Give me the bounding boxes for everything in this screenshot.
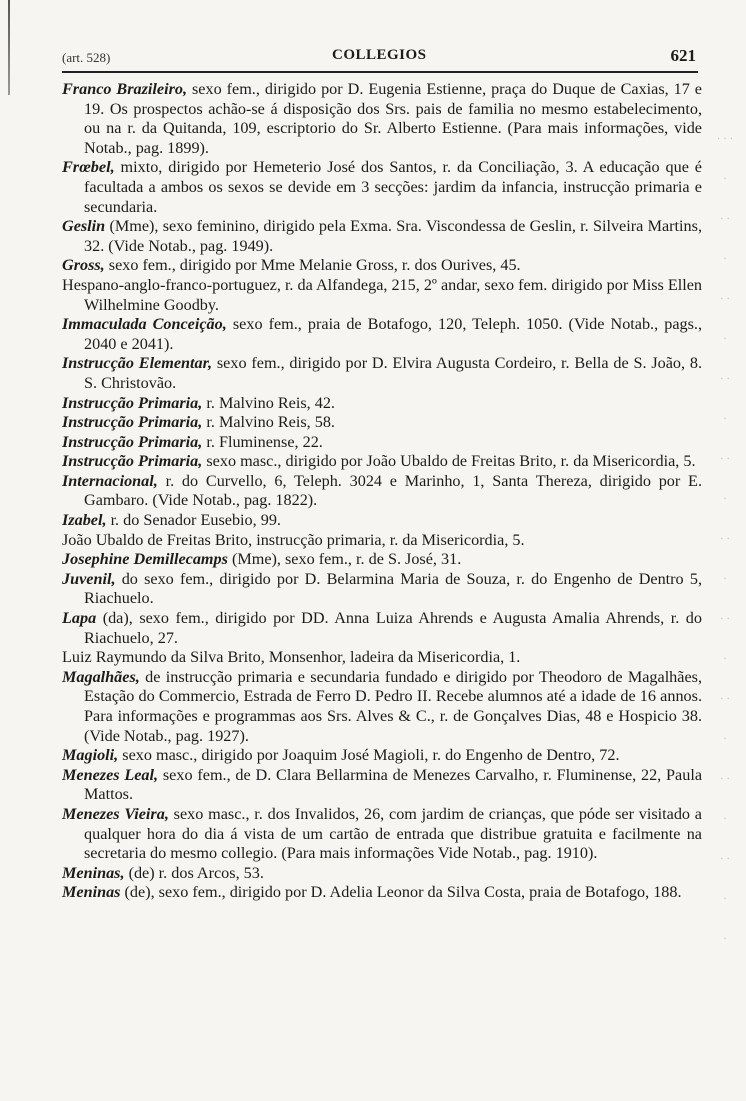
list-item: [62, 766, 702, 805]
entry-name: Immaculada Conceição,: [62, 315, 227, 334]
entry-text: r. da Alfandega, 215, 2º andar, sexo fem. dirigido por Miss Ellen Wilhelmine Goodby.: [84, 275, 703, 314]
entry-name: Instrucção Primaria,: [62, 393, 203, 412]
entry-text: mixto, dirigido por Hemeterio José dos Santos, r. da Conciliação, 3. A educação que é facultada a ambos os sexos se devide em 3 secções: jardim da infancia, instrucção primaria e secundaria.: [84, 158, 702, 216]
list-item: [62, 864, 702, 884]
list-item: [62, 217, 702, 256]
entry-text: (de), sexo fem., dirigido por D. Adelia Leonor da Silva Costa, praia de Botafogo, 188.: [120, 883, 682, 902]
entry-text: sexo fem., dirigido por D. Eugenia Estienne, praça do Duque de Caxias, 17 e 19. Os prospectos achão-se á disposição dos Srs. pais de familia no mesmo estabelecimento, ou na r. da Quitanda, 109, escriptorio do Sr. Alberto Estienne. (Para mais informações, vide Notab., pag. 1899).: [84, 80, 702, 157]
entry-text: Monsenhor, ladeira da Misericordia, 1.: [264, 648, 521, 667]
entry-name: Instrucção Primaria,: [62, 432, 203, 451]
entry-text: do sexo fem., dirigido por D. Belarmina Maria de Souza, r. do Engenho de Dentro 5, Riachuelo.: [84, 569, 702, 608]
entry-name: Meninas: [62, 883, 121, 902]
entry-text: r. Malvino Reis, 42.: [202, 393, 335, 412]
entry-name: Josephine Demillecamps: [62, 550, 228, 569]
entry-name: Luiz Raymundo da Silva Brito,: [62, 648, 265, 667]
list-item: [62, 668, 702, 746]
list-item: [62, 883, 702, 903]
entry-name: Instrucção Primaria,: [62, 413, 203, 432]
margin-specks: · · · · · · · · · · · · · · · · · · · · · · · · · · · · · · · ·: [717, 134, 733, 945]
article-reference: (art. 528): [62, 50, 111, 65]
entry-list: [62, 80, 702, 903]
entry-name: Meninas,: [62, 863, 125, 882]
entry-text: sexo masc., dirigido por João Ubaldo de Freitas Brito, r. da Misericordia, 5.: [202, 452, 696, 471]
entry-text: r. do Curvello, 6, Teleph. 3024 e Marinho, 1, Santa Thereza, dirigido por E. Gambaro. (Vide Notab., pag. 1822).: [84, 471, 702, 510]
list-item: [62, 531, 702, 551]
entry-text: sexo masc., dirigido por Joaquim José Magioli, r. do Engenho de Dentro, 72.: [118, 746, 620, 765]
list-item: [62, 511, 702, 531]
entry-name: Gross,: [62, 256, 105, 275]
list-item: [62, 256, 702, 276]
entry-text: sexo fem., de D. Clara Bellarmina de Menezes Carvalho, r. Fluminense, 22, Paula Mattos.: [84, 765, 703, 804]
list-item: [62, 315, 702, 354]
list-item: [62, 805, 702, 864]
page-number: 621: [670, 46, 696, 65]
entry-name: Magioli,: [62, 746, 119, 765]
entry-text: (da), sexo fem., dirigido por DD. Anna Luiza Ahrends e Augusta Amalia Ahrends, r. do Riachuelo, 27.: [84, 609, 702, 647]
entry-name: Geslin: [62, 217, 106, 236]
list-item: [62, 648, 702, 668]
entry-name: Frœbel,: [62, 158, 115, 177]
entry-text: (de) r. dos Arcos, 53.: [124, 863, 264, 882]
list-item: [62, 394, 702, 414]
list-item: [62, 452, 702, 472]
entry-text: sexo fem., dirigido por D. Elvira Augusta Cordeiro, r. Bella de S. João, 8. S. Christovão.: [84, 354, 702, 392]
page-header: [62, 47, 696, 69]
list-item: [62, 80, 702, 158]
entry-name: Instrucção Elementar,: [62, 354, 213, 373]
entry-name: Izabel,: [62, 511, 107, 530]
entry-name: Instrucção Primaria,: [62, 452, 203, 471]
entry-text: (Mme), sexo feminino, dirigido pela Exma. Sra. Viscondessa de Geslin, r. Silveira Martins, 32. (Vide Notab., pag. 1949).: [84, 217, 702, 255]
entry-name: Juvenil,: [62, 569, 116, 588]
entry-name: Menezes Leal,: [62, 765, 159, 784]
entry-text: sexo masc., r. dos Invalidos, 26, com jardim de crianças, que póde ser visitado a qualquer hora do dia á vista de um cartão de entrada que distribue gratuita e facilmente na secretaria do mesmo collegio. (Para mais informações Vide Notab., pag. 1910).: [84, 804, 702, 863]
entry-name: João Ubaldo de Freitas Brito,: [62, 530, 253, 549]
list-item: [62, 433, 702, 453]
list-item: [62, 276, 702, 315]
entry-text: r. do Senador Eusebio, 99.: [106, 511, 281, 530]
entry-text: sexo fem., dirigido por Mme Melanie Gross, r. dos Ourives, 45.: [104, 256, 521, 275]
page-edge-mark: [8, 0, 10, 95]
list-item: [62, 570, 702, 609]
entry-name: Hespano-anglo-franco-portuguez,: [62, 275, 281, 294]
entry-name: Lapa: [62, 609, 97, 628]
list-item: [62, 472, 702, 511]
entry-name: Menezes Vieira,: [62, 804, 169, 823]
list-item: [62, 609, 702, 648]
section-title: COLLEGIOS: [332, 47, 427, 63]
entry-text: (Mme), sexo fem., r. de S. José, 31.: [227, 550, 462, 569]
list-item: [62, 550, 702, 570]
entry-name: Internacional,: [62, 471, 158, 490]
entry-name: Franco Brazileiro,: [62, 80, 188, 98]
entry-text: r. Fluminense, 22.: [202, 432, 323, 451]
entry-name: Magalhães,: [62, 667, 140, 686]
entry-text: instrucção primaria, r. da Misericordia, 5.: [252, 530, 525, 549]
list-item: [62, 354, 702, 393]
list-item: [62, 746, 702, 766]
list-item: [62, 158, 702, 217]
header-rule: [62, 71, 698, 73]
entry-text: sexo fem., praia de Botafogo, 120, Teleph. 1050. (Vide Notab., pags., 2040 e 2041).: [84, 315, 702, 353]
entry-text: de instrucção primaria e secundaria fundado e dirigido por Theodoro de Magalhães, Estação do Commercio, Estrada de Ferro D. Pedro II. Recebe alumnos até a idade de 16 annos. Para informações e programmas aos Srs. Alves & C., r. de Gonçalves Dias, 48 e Hospicio 38. (Vide Notab., pag. 1927).: [84, 667, 702, 745]
entry-text: r. Malvino Reis, 58.: [202, 413, 335, 432]
list-item: [62, 413, 702, 433]
